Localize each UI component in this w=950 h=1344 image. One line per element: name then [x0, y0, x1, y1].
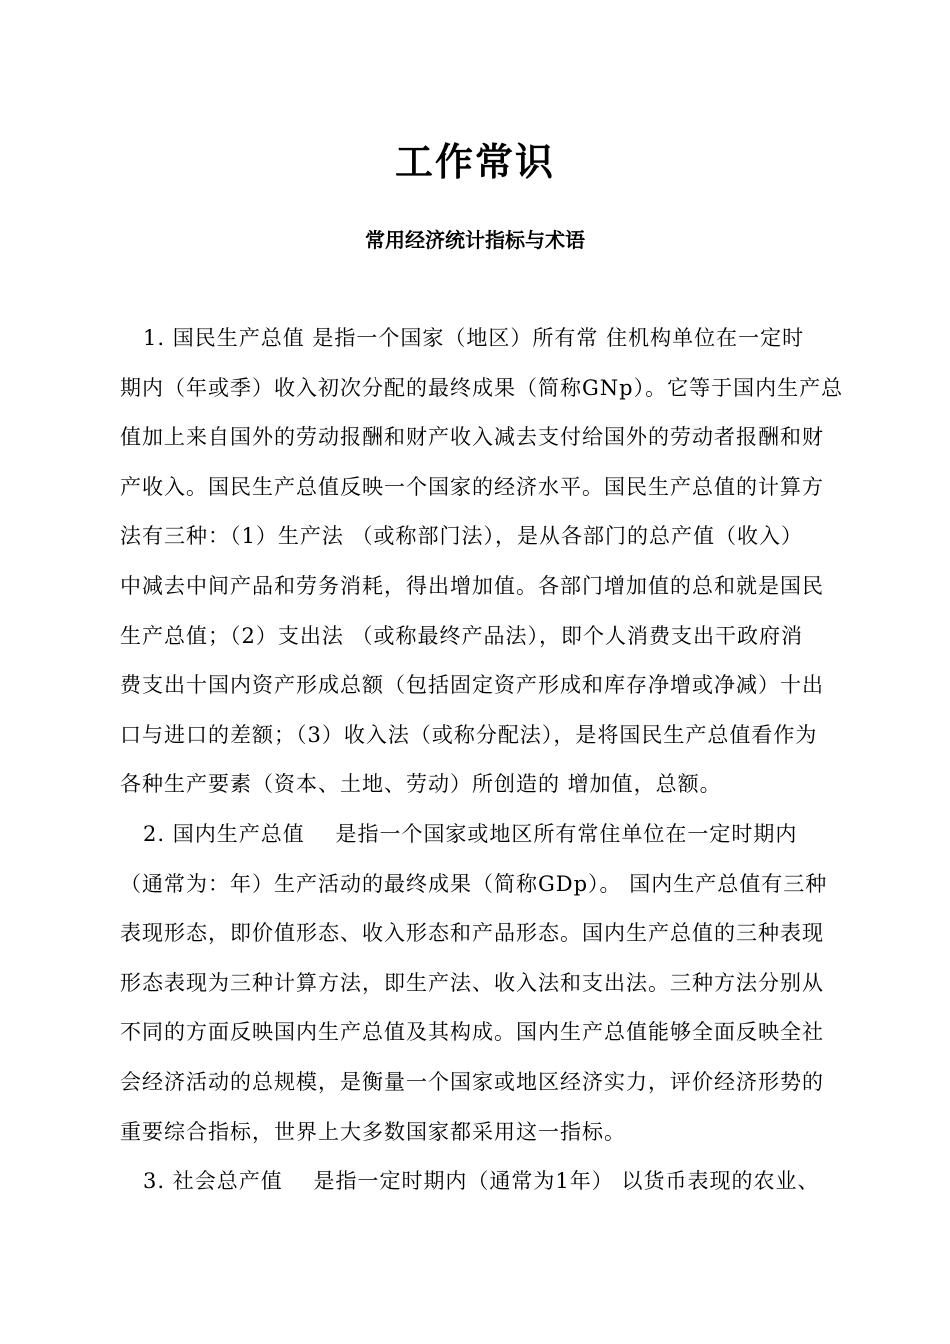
text-line: 值加上来自国外的劳动报酬和财产收入减去支付给国外的劳动者报酬和财	[120, 425, 824, 450]
page-title: 工作常识	[394, 139, 555, 184]
body-text	[120, 320, 860, 1213]
text-line: 期内（年或季）收入初次分配的最终成果（简称GNp）。它等于国内生产总	[120, 375, 844, 400]
text-line: 中减去中间产品和劳务消耗，得出增加值。各部门增加值的总和就是国民	[120, 573, 824, 598]
text-line: 不同的方面反映国内生产总值及其构成。国内生产总值能够全面反映全社	[120, 1020, 824, 1045]
text-line: 重要综合指标，世界上大多数国家都采用这一指标。	[120, 1119, 626, 1144]
text-line: 生产总值；（2）支出法 （或称最终产品法），即个人消费支出干政府消	[120, 623, 804, 648]
text-line: 表现形态，即价值形态、收入形态和产品形态。国内生产总值的三种表现	[120, 921, 824, 946]
text-line: 形态表现为三种计算方法，即生产法、收入法和支出法。三种方法分别从	[120, 970, 824, 995]
text-line: （通常为：年）生产活动的最终成果（简称GDp）。 国内生产总值有三种	[120, 871, 828, 896]
text-line: 口与进口的差额；（3）收入法（或称分配法），是将国民生产总值看作为	[120, 722, 818, 747]
text-line: 2. 国内生产总值 是指一个国家或地区所有常住单位在一定时期内	[120, 821, 798, 846]
text-line: 费支出十国内资产形成总额（包括固定资产形成和库存净增或净减）十出	[120, 673, 824, 698]
text-line: 各种生产要素（资本、土地、劳动）所创造的 增加值，总额。	[120, 772, 722, 797]
text-line: 会经济活动的总规模，是衡量一个国家或地区经济实力，评价经济形势的	[120, 1069, 824, 1094]
text-line: 产收入。国民生产总值反映一个国家的经济水平。国民生产总值的计算方	[120, 474, 824, 499]
text-line: 3. 社会总产值 是指一定时期内（通常为1年） 以货币表现的农业、	[120, 1169, 820, 1194]
text-line: 1. 国民生产总值 是指一个国家（地区）所有常 住机构单位在一定时	[120, 326, 805, 350]
page-subtitle: 常用经济统计指标与术语	[365, 228, 585, 252]
text-line: 法有三种：（1）生产法 （或称部门法），是从各部门的总产值（收入）	[120, 524, 804, 549]
